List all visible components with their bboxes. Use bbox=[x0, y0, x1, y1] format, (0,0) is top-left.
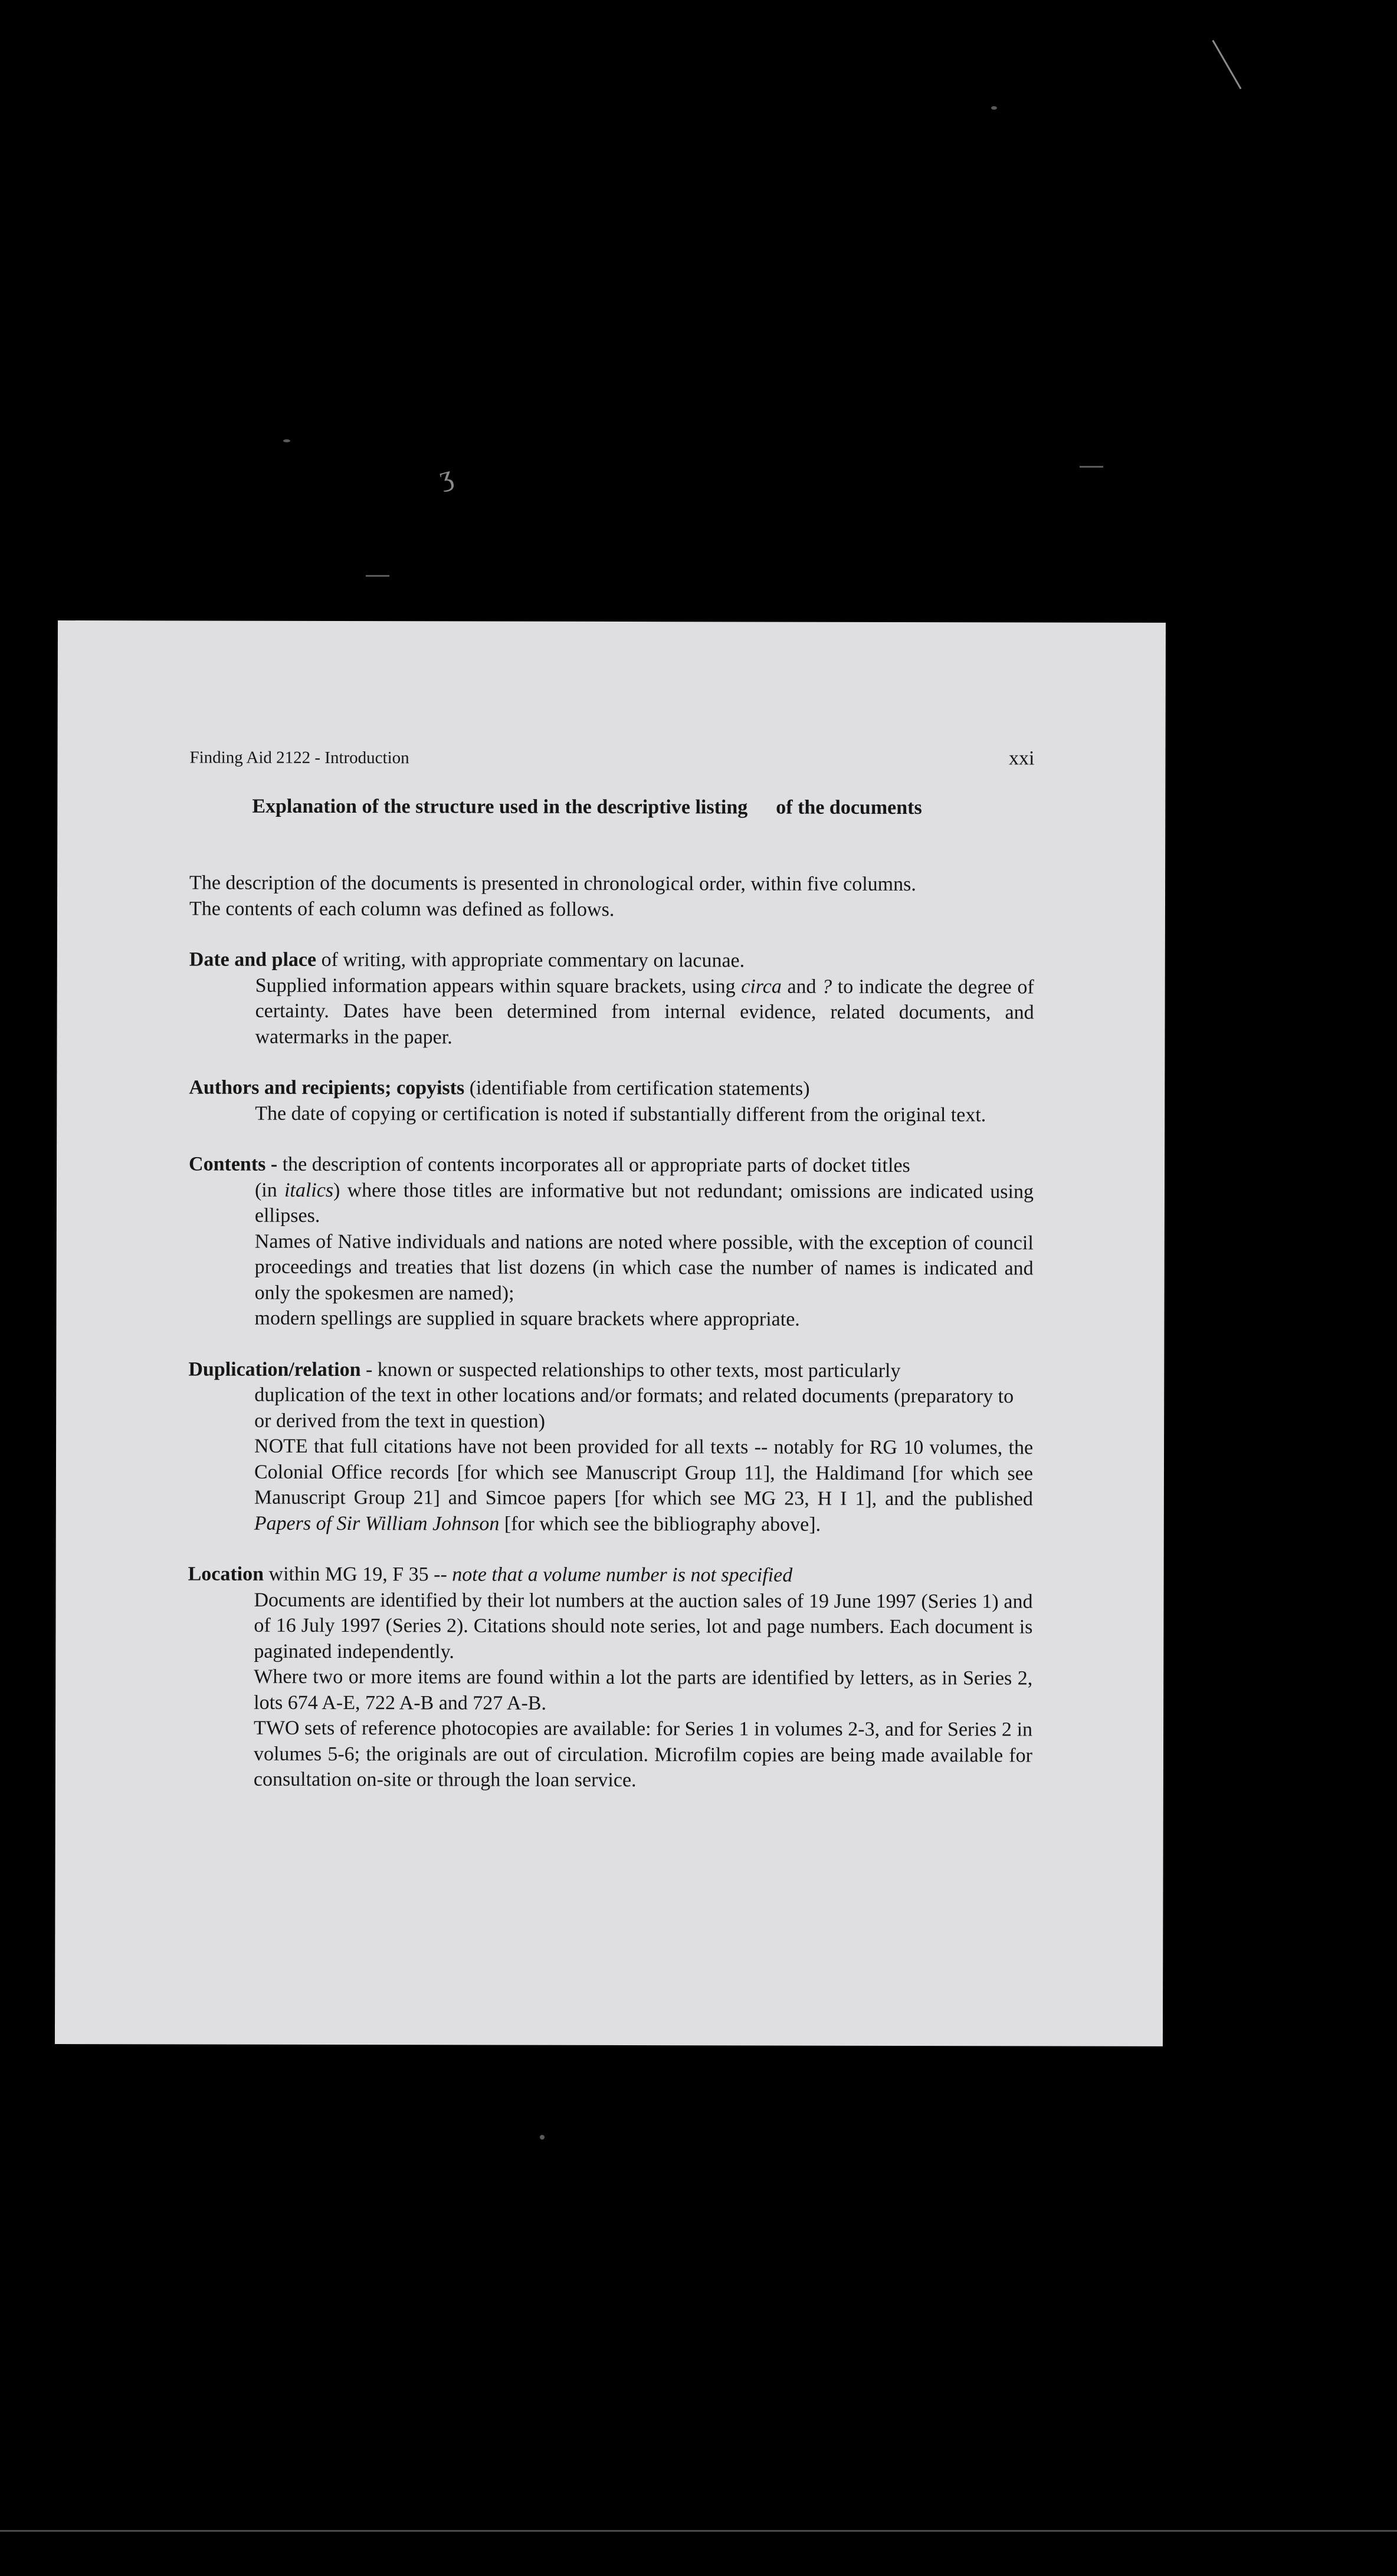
location-paragraph-3: TWO sets of reference photocopies are available: for Series 1 in volumes 2-3, and for Series 2 in volumes 5-6; the originals are out of circulation. Microfilm copies are being made available for consultation on-site or through the loan service. bbox=[253, 1717, 1033, 1792]
date-place-heading: Date and place bbox=[189, 948, 317, 971]
contents-text-a: (in bbox=[254, 1179, 285, 1201]
section-location bbox=[188, 1561, 1033, 1793]
date-place-heading-line bbox=[189, 947, 1034, 974]
location-paragraph-1: Documents are identified by their lot numbers at the auction sales of 19 June 1997 (Series 1) and of 16 July 1997 (Series 2). Citations should note series, lot and page numbers. Each document is paginated independently. bbox=[254, 1589, 1033, 1662]
title-part-1: Explanation of the structure used in the descriptive listing bbox=[252, 795, 748, 819]
contents-heading-rest: the description of contents incorporates all or appropriate parts of docket titles bbox=[277, 1153, 910, 1177]
scan-speck bbox=[540, 2135, 545, 2140]
contents-paragraph-1 bbox=[189, 1177, 1034, 1230]
scan-speck bbox=[991, 106, 997, 110]
note-text-a: NOTE that full citations have not been provided for all texts -- notably for RG 10 volumes, the Colonial Office records [for which see Manuscript Group 11], the Haldimand [for which see Manuscript Group 21] and Simcoe papers [for which see MG 23, H I 1], and the published bbox=[254, 1435, 1034, 1510]
body-text bbox=[188, 870, 1034, 1793]
running-header bbox=[189, 745, 1034, 770]
date-place-paragraph bbox=[189, 972, 1034, 1051]
contents-text-b: ) where those titles are informative but not redundant; omissions are indicated using ellipses. bbox=[254, 1179, 1034, 1227]
document-page bbox=[55, 620, 1166, 2046]
authors-heading-line bbox=[189, 1075, 1034, 1102]
section-authors bbox=[189, 1075, 1034, 1128]
location-heading-line bbox=[188, 1561, 1033, 1588]
scan-speck bbox=[1080, 466, 1103, 468]
authors-heading: Authors and recipients; copyists bbox=[189, 1076, 465, 1099]
date-place-text-c: to indicate the degree of certainty. Dates have been determined from internal evidence, related documents, and watermarks in the paper. bbox=[255, 975, 1034, 1048]
note-italic-title: Papers of Sir William Johnson bbox=[254, 1512, 500, 1535]
section-title bbox=[252, 796, 922, 819]
question-mark-term: ? bbox=[822, 975, 832, 998]
italics-term: italics bbox=[284, 1179, 334, 1201]
contents-paragraph-3: modern spellings are supplied in square brackets where appropriate. bbox=[254, 1307, 800, 1330]
date-place-text-a: Supplied information appears within square brackets, using bbox=[255, 974, 742, 997]
contents-paragraph-2: Names of Native individuals and nations are noted where possible, with the exception of council proceedings and treaties that list dozens (in which case the number of names is indicated and only the spokesmen are named); bbox=[254, 1230, 1034, 1305]
location-paragraph-2: Where two or more items are found within a lot the parts are identified by letters, as in Series 2, lots 674 A-E, 722 A-B and 727 A-B. bbox=[254, 1665, 1033, 1714]
contents-heading: Contents - bbox=[189, 1153, 278, 1175]
location-heading-rest: within MG 19, F 35 -- bbox=[264, 1563, 452, 1586]
scan-scratch bbox=[1212, 40, 1241, 90]
title-part-2: of the documents bbox=[776, 796, 922, 819]
authors-heading-rest: (identifiable from certification statements) bbox=[464, 1077, 810, 1100]
note-text-b: [for which see the bibliography above]. bbox=[499, 1513, 821, 1536]
circa-term: circa bbox=[741, 975, 782, 998]
page-number: xxi bbox=[1009, 747, 1035, 770]
date-place-heading-rest: of writing, with appropriate commentary on lacunae. bbox=[316, 948, 745, 972]
location-heading: Location bbox=[188, 1563, 264, 1585]
duplication-paragraph: duplication of the text in other locations and/or formats; and related documents (preparatory to or derived from the text in question) bbox=[254, 1384, 1014, 1432]
date-place-text-b: and bbox=[781, 975, 822, 998]
duplication-heading-line bbox=[188, 1356, 1033, 1384]
authors-paragraph: The date of copying or certification is noted if substantially different from the original text. bbox=[255, 1102, 986, 1126]
location-heading-italic: note that a volume number is not specified bbox=[452, 1563, 793, 1586]
duplication-heading: Duplication/relation bbox=[188, 1358, 361, 1381]
section-contents bbox=[188, 1151, 1034, 1332]
section-duplication bbox=[188, 1356, 1034, 1537]
scan-speck bbox=[283, 439, 290, 442]
duplication-heading-rest: - known or suspected relationships to other texts, most particularly bbox=[360, 1358, 901, 1382]
scan-speck bbox=[366, 575, 389, 577]
scan-mark: ʒ bbox=[435, 459, 456, 493]
duplication-note bbox=[188, 1433, 1033, 1537]
header-title: Finding Aid 2122 - Introduction bbox=[189, 748, 409, 768]
section-date-place bbox=[189, 947, 1034, 1051]
scan-edge-line bbox=[0, 2530, 1397, 2532]
intro-line-2: The contents of each column was defined as follows. bbox=[189, 897, 615, 921]
intro-line-1: The description of the documents is presented in chronological order, within five columns. bbox=[189, 872, 916, 896]
contents-heading-line bbox=[189, 1151, 1034, 1178]
